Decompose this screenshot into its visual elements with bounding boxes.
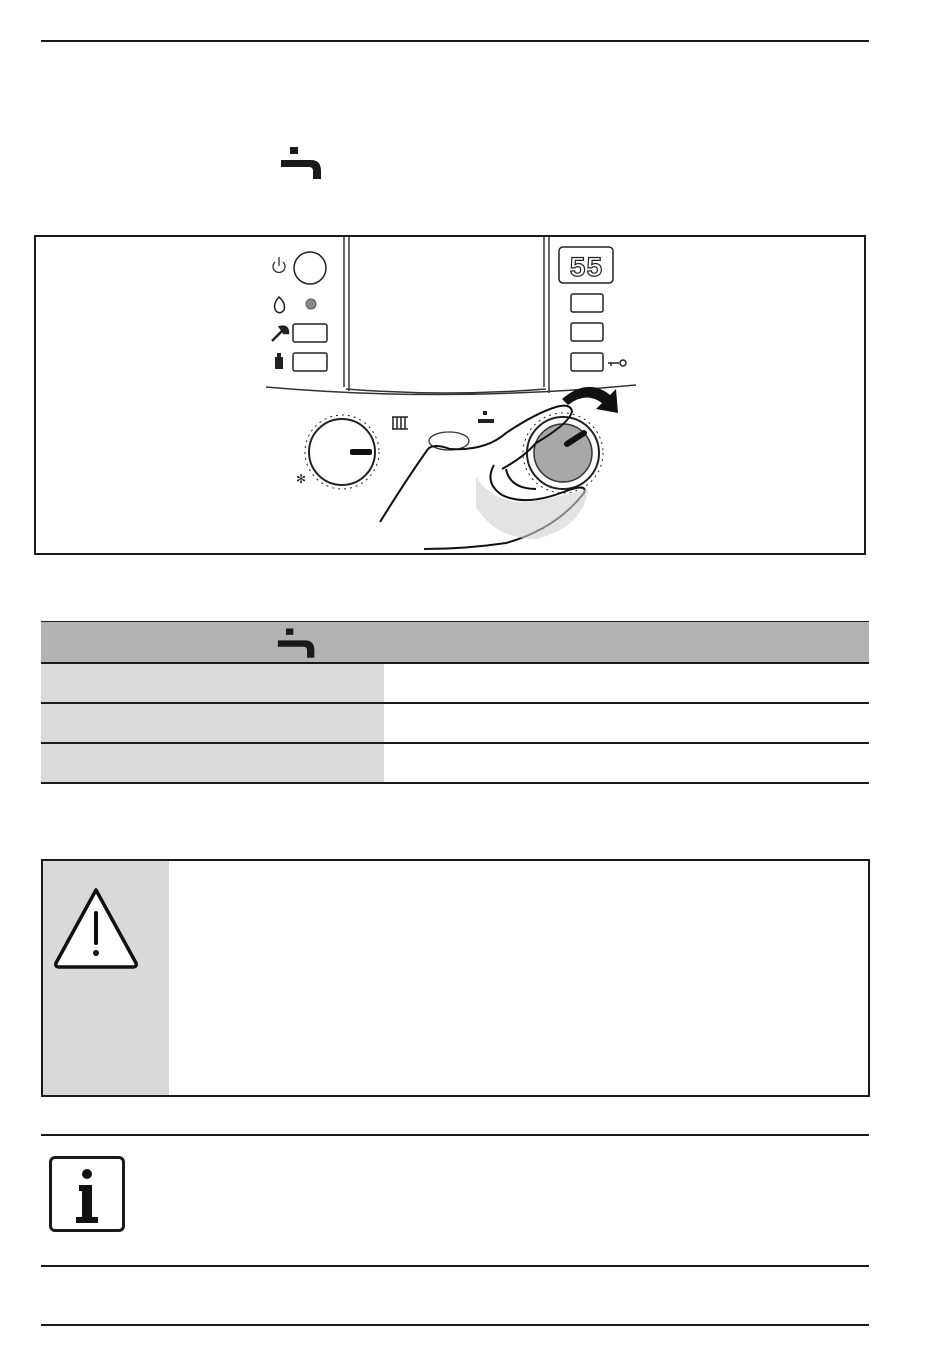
panel-button-2 — [571, 323, 603, 341]
flame-icon — [275, 297, 285, 313]
control-panel-figure — [34, 235, 866, 555]
mode-switch — [429, 432, 469, 450]
warning-sidebar — [43, 861, 169, 1095]
hot-water-tap-icon — [478, 411, 494, 423]
table-cell — [41, 664, 384, 702]
top-rule — [41, 40, 869, 42]
table-row — [41, 742, 869, 784]
key-icon — [608, 360, 626, 366]
warning-triangle-icon — [51, 885, 141, 971]
info-top-rule — [41, 1134, 869, 1136]
table-row — [41, 662, 869, 702]
control-panel-illustration — [36, 237, 866, 555]
snowflake-icon: ✻ — [296, 472, 307, 486]
hot-water-tap-icon — [276, 627, 318, 661]
hot-water-tap-icon — [279, 147, 325, 181]
radiator-icon — [392, 417, 408, 429]
wrench-icon — [272, 327, 288, 341]
table-cell — [384, 704, 869, 742]
info-bottom-rule — [41, 1265, 869, 1267]
table-cell — [384, 744, 869, 782]
info-text — [150, 1160, 860, 1230]
chimney-sweep-button — [293, 353, 327, 371]
key-lock-button — [571, 353, 603, 371]
burner-indicator-led — [306, 299, 316, 309]
table-header — [41, 621, 869, 662]
table-row — [41, 702, 869, 742]
panel-button-1 — [571, 294, 603, 312]
service-button — [293, 324, 327, 342]
power-button — [294, 252, 326, 284]
bottom-rule — [41, 1324, 869, 1326]
power-icon — [273, 257, 285, 272]
table-cell — [384, 664, 869, 702]
table-cell — [41, 744, 384, 782]
settings-table — [41, 621, 869, 784]
table-cell — [41, 704, 384, 742]
heating-knob — [305, 415, 379, 489]
display-digits: 55 — [569, 254, 603, 285]
info-icon — [49, 1156, 125, 1232]
warning-box — [41, 859, 870, 1097]
warning-text — [169, 861, 868, 1095]
chimney-sweep-icon — [275, 353, 283, 369]
